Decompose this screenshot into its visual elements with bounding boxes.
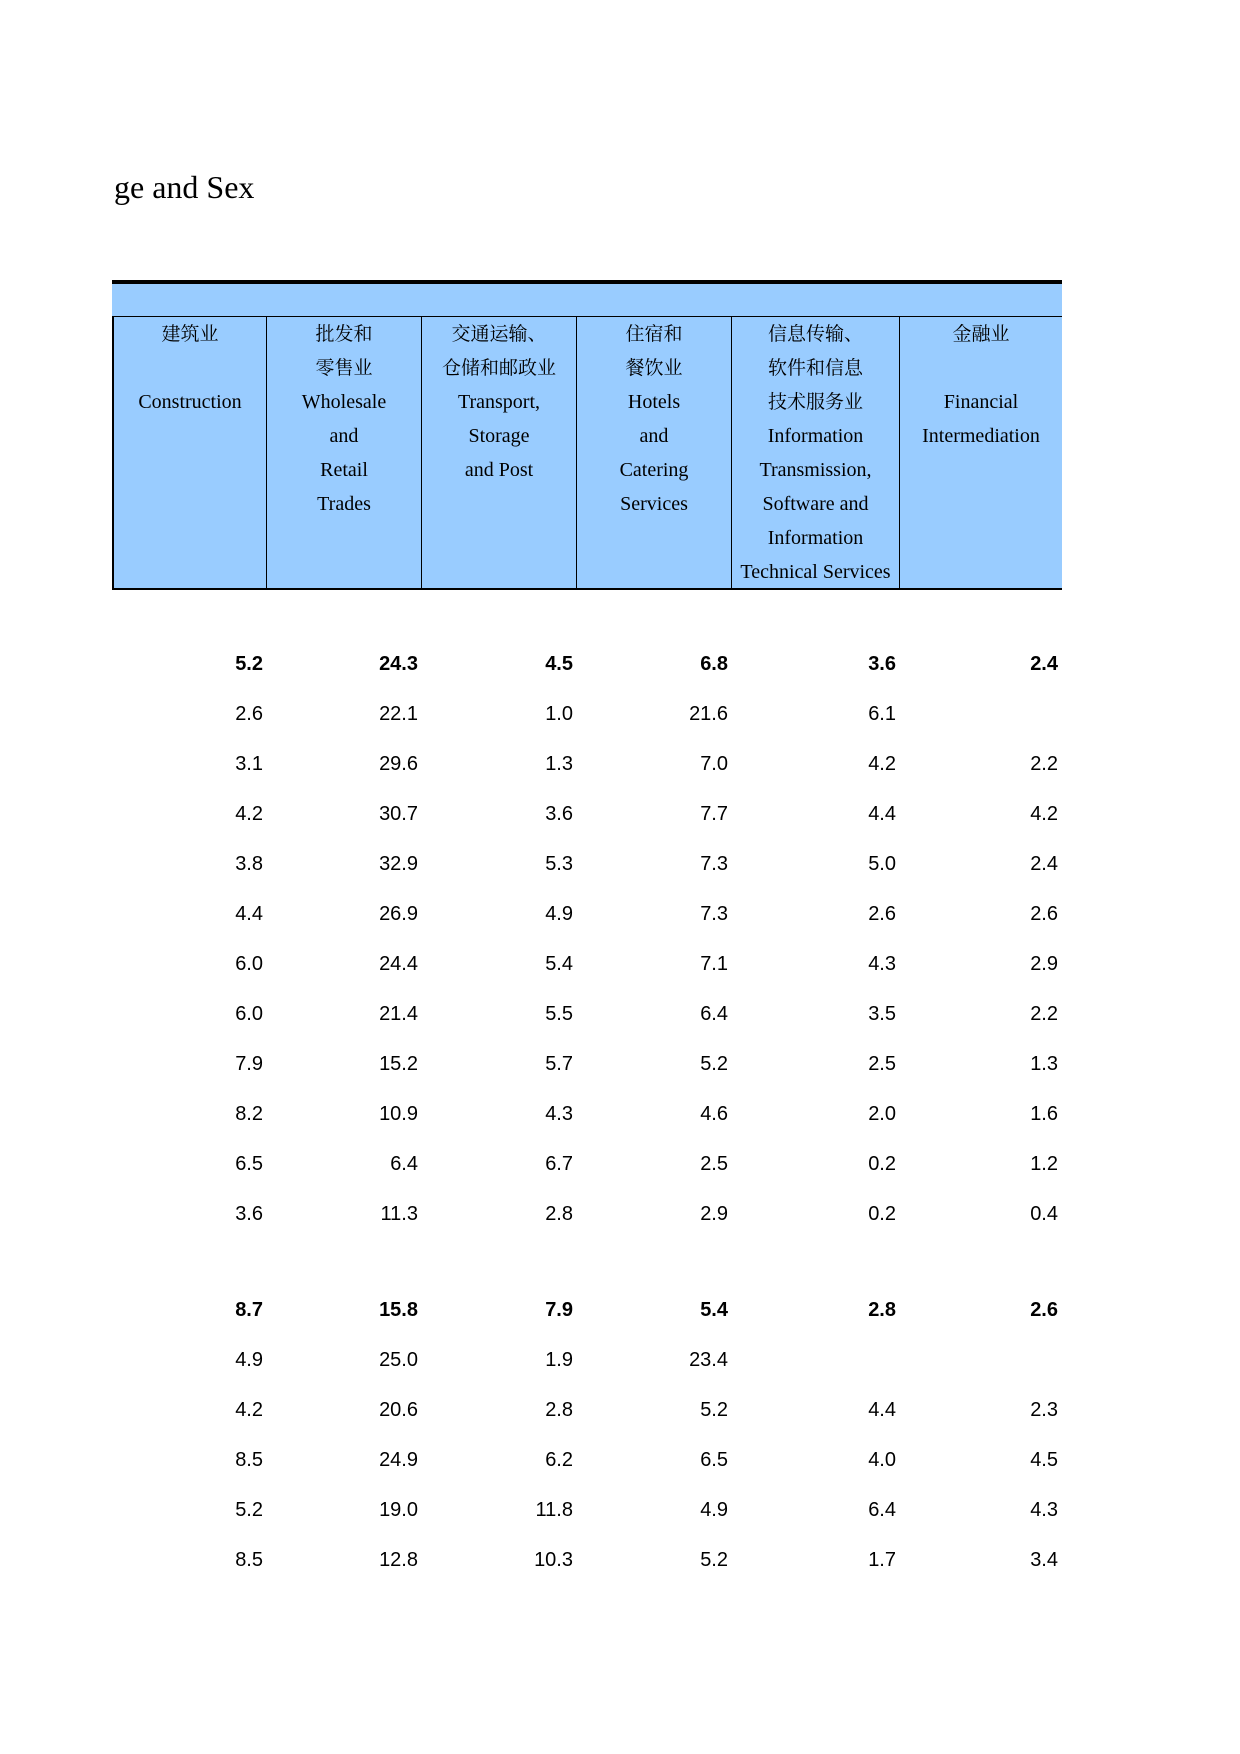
table-cell: 7.1 [700,953,728,975]
table-cell: 5.4 [545,953,573,975]
column-header-financial [900,317,1062,588]
table-cell: 4.4 [235,903,263,925]
table-cell: 2.2 [1030,1003,1058,1025]
column-header-construction [114,317,267,588]
table-cell: 11.8 [535,1499,573,1521]
table-cell: 2.0 [868,1103,896,1125]
table-cell: 4.3 [868,953,896,975]
column-header-zh: 住宿和 餐饮业 [625,323,683,379]
table-cell: 2.6 [1030,1299,1058,1321]
table-cell: 2.5 [700,1153,728,1175]
column-header-en: Transport, Storage and Post [457,391,541,481]
column-header-en: Financial Intermediation [922,391,1040,447]
page-title: ge and Sex [114,169,255,205]
table-cell: 22.1 [379,703,418,725]
table-cell: 6.0 [235,1003,263,1025]
table-cell: 2.6 [1030,903,1058,925]
column-header-spacer [114,351,266,385]
table-cell: 3.6 [868,653,896,675]
table-cell: 12.8 [379,1549,418,1571]
table-cell: 6.2 [545,1449,573,1471]
column-header-transport [422,317,577,588]
table-cell: 23.4 [689,1349,728,1371]
table-cell: 4.2 [235,1399,263,1421]
table-cell: 5.3 [545,853,573,875]
table-cell: 7.9 [545,1299,573,1321]
table-cell: 2.9 [700,1203,728,1225]
column-header-hotels-catering [577,317,732,588]
table-cell: 4.5 [1030,1449,1058,1471]
table-cell: 24.9 [379,1449,418,1471]
table-row [112,789,1062,839]
table-cell [900,1335,1062,1385]
table-cell: 4.9 [235,1349,263,1371]
table-row [112,1089,1062,1139]
table-cell: 7.9 [235,1053,263,1075]
table-cell: 20.6 [379,1399,418,1421]
table-total-row [112,1285,1062,1335]
table-cell: 1.2 [1030,1153,1058,1175]
table-cell: 2.3 [1030,1399,1058,1421]
table-header-row [112,316,1062,590]
table-cell: 4.2 [868,753,896,775]
table-cell: 2.4 [1030,653,1058,675]
table-cell: 2.8 [545,1203,573,1225]
table-cell: 2.8 [868,1299,896,1321]
column-header-zh: 信息传输、 软件和信息 技术服务业 [767,323,863,413]
table-cell: 2.9 [1030,953,1058,975]
table-row [112,739,1062,789]
table-cell: 7.0 [700,753,728,775]
table-row [112,1335,1062,1385]
table-cell: 3.6 [235,1203,263,1225]
table-cell: 4.6 [700,1103,728,1125]
table-cell: 3.6 [545,803,573,825]
table-cell: 1.6 [1030,1103,1058,1125]
table-cell: 19.0 [379,1499,418,1521]
table-header-band [112,284,1062,316]
table-row [112,1189,1062,1239]
column-header-zh: 交通运输、 仓储和邮政业 [441,323,556,379]
table-cell: 15.2 [379,1053,418,1075]
table-cell: 3.5 [868,1003,896,1025]
column-header-en: Wholesale and Retail Trades [301,391,387,515]
table-cell: 10.9 [379,1103,418,1125]
table-cell: 25.0 [379,1349,418,1371]
table-cell: 1.9 [545,1349,573,1371]
table-cell: 1.7 [868,1549,896,1571]
table-cell: 21.4 [379,1003,418,1025]
table-row [112,939,1062,989]
table-cell: 5.2 [700,1549,728,1571]
table-cell: 2.2 [1030,753,1058,775]
table-cell: 8.5 [235,1449,263,1471]
table-row [112,1485,1062,1535]
table-cell: 5.2 [235,1499,263,1521]
table-cell: 10.3 [534,1549,573,1571]
table-cell: 4.0 [868,1449,896,1471]
table-row [112,1039,1062,1089]
table-cell: 6.1 [868,703,896,725]
table-cell: 3.4 [1030,1549,1058,1571]
table-cell: 2.8 [545,1399,573,1421]
table-row [112,1139,1062,1189]
table-cell: 6.5 [700,1449,728,1471]
table-row [112,889,1062,939]
table-cell: 8.2 [235,1103,263,1125]
table-cell: 5.2 [235,653,263,675]
table-row [112,1385,1062,1435]
table-cell: 0.2 [868,1203,896,1225]
table-cell: 6.5 [235,1153,263,1175]
table-cell: 6.4 [390,1153,418,1175]
table-cell: 5.2 [700,1053,728,1075]
table-cell: 7.7 [700,803,728,825]
table-cell: 21.6 [689,703,728,725]
table-cell: 6.7 [545,1153,573,1175]
column-header-wholesale-retail [267,317,422,588]
table-cell [732,1335,900,1385]
table-cell: 4.4 [868,1399,896,1421]
table-row [112,1435,1062,1485]
table-cell: 1.3 [1030,1053,1058,1075]
table-cell: 6.0 [235,953,263,975]
column-header-zh: 建筑业 [161,323,219,345]
table-row [112,689,1062,739]
table-cell: 11.3 [380,1203,418,1225]
table-cell: 4.5 [545,653,573,675]
table-cell: 26.9 [379,903,418,925]
table-cell: 1.3 [545,753,573,775]
table-cell: 4.4 [868,803,896,825]
table-row [112,989,1062,1039]
column-header-zh: 批发和 零售业 [315,323,373,379]
table-cell: 29.6 [379,753,418,775]
table-cell: 24.3 [379,653,418,675]
table-row [112,1535,1062,1585]
table-cell: 3.1 [235,753,263,775]
table-cell: 4.9 [700,1499,728,1521]
table-cell: 5.2 [700,1399,728,1421]
table-cell: 3.8 [235,853,263,875]
table-cell: 15.8 [379,1299,418,1321]
table-cell: 6.8 [700,653,728,675]
table-cell: 1.0 [545,703,573,725]
table-cell: 0.2 [868,1153,896,1175]
table-cell: 7.3 [700,853,728,875]
table-cell [900,689,1062,739]
table-cell: 4.9 [545,903,573,925]
table-cell: 5.4 [700,1299,728,1321]
column-header-en: Hotels and Catering Services [619,391,689,515]
table-cell: 8.7 [235,1299,263,1321]
table-cell: 7.3 [700,903,728,925]
table-cell: 2.6 [235,703,263,725]
table-cell: 5.5 [545,1003,573,1025]
table-cell: 4.3 [1030,1499,1058,1521]
table-cell: 6.4 [868,1499,896,1521]
table-cell: 2.5 [868,1053,896,1075]
table-cell: 30.7 [379,803,418,825]
column-header-zh: 金融业 [952,323,1010,345]
table-cell: 4.2 [1030,803,1058,825]
table-cell: 2.6 [868,903,896,925]
table-cell: 8.5 [235,1549,263,1571]
table-cell: 2.4 [1030,853,1058,875]
column-header-en: Information Transmission, Software and Information Technical Services [740,425,891,583]
table-cell: 32.9 [379,853,418,875]
table-cell: 6.4 [700,1003,728,1025]
table-cell: 0.4 [1030,1203,1058,1225]
column-header-en: Construction [138,391,242,413]
table-row [112,839,1062,889]
table-cell: 4.3 [545,1103,573,1125]
column-header-information-technology [732,317,900,588]
table-cell: 5.0 [868,853,896,875]
table-cell: 4.2 [235,803,263,825]
table-cell: 24.4 [379,953,418,975]
column-header-spacer [900,351,1062,385]
table-cell: 5.7 [545,1053,573,1075]
table-total-row [112,639,1062,689]
